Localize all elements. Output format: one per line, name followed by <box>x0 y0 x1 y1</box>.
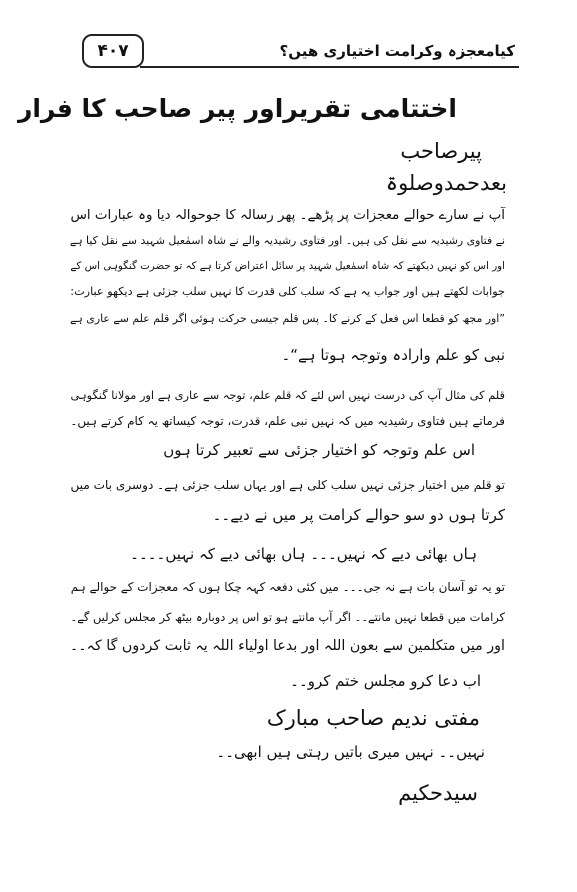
text-line: تو یہ تو آسان بات ہے نہ جی۔۔۔ میں کئی دفعہ کہہ چکا ہوں کہ معجزات کے حوالے ہم <box>70 580 505 594</box>
page-number: ۴۰۷ <box>97 41 129 61</box>
text-line: آپ نے سارے حوالے معجزات پر پڑھے۔ پھر رسالہ کا جوحوالہ دیا وہ عبارات اس <box>70 208 505 223</box>
page-header <box>82 32 519 72</box>
text-line: اس علم وتوجہ کو اختیار جزئی سے تعبیر کرتا ہوں <box>163 441 475 459</box>
text-line: تو قلم میں اختیار جزئی نہیں سلب کلی ہے اور یہاں سلب جزئی ہے۔ دوسری بات میں <box>70 478 505 492</box>
text-line: فرماتے ہیں فتاوی رشیدیہ میں کہ نہیں نبی علم، قدرت، توجہ کیساتھ یہ کام کرتے ہیں۔ <box>70 414 505 428</box>
text-line: ہاں بھائی دیے کہ نہیں۔۔۔ ہاں بھائی دیے کہ نہیں۔۔۔۔ <box>130 545 477 563</box>
speaker-label: مفتی ندیم صاحب مبارک <box>266 706 480 730</box>
text-line: جوابات لکھتے ہیں اور جواب یہ ہے کہ سلب کلی قدرت کا نہیں سلب جزئی ہے دیکھو عبارت: <box>70 285 505 298</box>
text-line: نہیں۔۔ نہیں میری باتیں رہتی ہیں ابھی۔۔ <box>216 743 485 761</box>
text-line: اور میں متکلمین سے بعون اللہ اور بدعا اولیاء اللہ یہ ثابت کردوں گا کہ۔۔ <box>70 638 505 654</box>
text-line: کرامات میں قطعا نہیں مانتے۔۔ اگر آپ مانتے ہو تو اس پر دوبارہ بیٹھ کر مجلس کرلیں گے۔ <box>70 610 505 624</box>
text-line: ”اور مجھ کو قطعا اس فعل کے کرنے کا۔ پس قلم جیسی حرکت ہوئی اگر قلم علم سے عاری ہے <box>70 312 505 325</box>
text-line: اور اس کو نہیں دیکھتے کہ شاہ اسمٰعیل شہید پر سائل اعتراض کرتا ہے کہ تو حضرت گنگوہی اس کے <box>70 260 505 272</box>
chapter-title: اختتامی تقریراور پیر صاحب کا فرار <box>17 94 457 123</box>
running-head: کیامعجزہ وکرامت اختیاری ھیں؟ <box>279 42 515 60</box>
speaker-label: پیرصاحب <box>400 139 482 163</box>
speaker-label: سیدحکیم <box>398 781 478 805</box>
page-number-box <box>82 34 144 68</box>
text-line: نبی کو علم وارادہ وتوجہ ہوتا ہے“۔ <box>281 346 505 364</box>
text-line: کرتا ہوں دو سو حوالے کرامت پر میں نے دیے۔۔ <box>212 506 505 524</box>
text-line: نے فتاوی رشیدیہ سے نقل کی ہیں۔ اور فتاوی رشیدیہ والے نے شاہ اسمٰعیل شہید سے نقل کیا ہے <box>69 234 505 247</box>
header-rule <box>140 66 519 68</box>
speaker-label: بعدحمدوصلوۃ <box>385 171 507 195</box>
text-line: قلم کی مثال آپ کی درست نہیں اس لئے کہ قلم علم، توجہ سے عاری ہے اور مولانا گنگوہی <box>70 388 505 402</box>
text-line: اب دعا کرو مجلس ختم کرو۔۔ <box>290 672 481 690</box>
